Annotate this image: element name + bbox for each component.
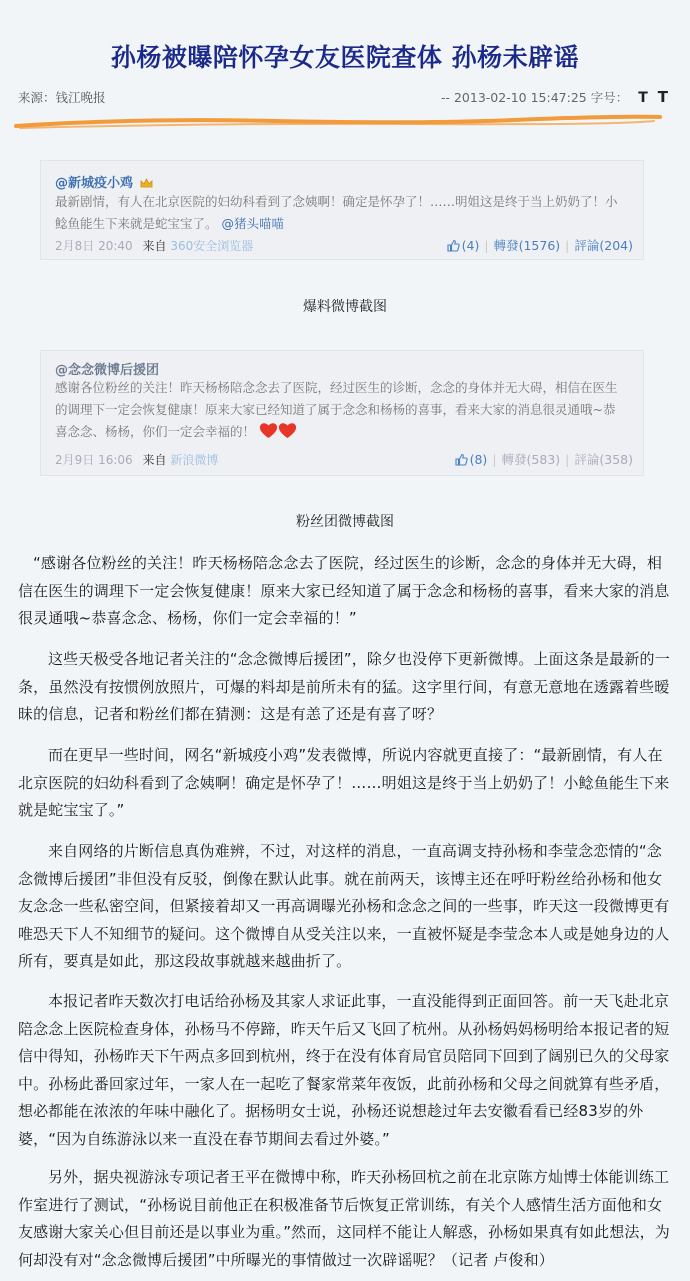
paragraph: “感谢各位粉丝的关注！昨天杨杨陪念念去了医院，经过医生的诊断，念念的身体并无大碍，相信在医生的调理下一定会恢复健康！原来大家已经知道了属于念念和杨杨的喜事，看来大家的消息很灵通哦~恭喜念念、杨杨，你们一定会幸福的！” — [18, 554, 670, 627]
article-meta-right — [441, 88, 668, 106]
weibo-via: 来自 — [142, 239, 167, 253]
caption-leak: 爆料微博截图 — [303, 299, 387, 315]
paragraph: 这些天极受各地记者关注的“念念微博后援团”，除夕也没停下更新微博。上面这条是最新的一条，虽然没有按惯例放照片，可爆的料却是前所未有的猛。这字里行间，有意无意地在透露着些暧昧的信息，记者和粉丝们都在猜测：这是有恙了还是有喜了呀？ — [18, 650, 670, 723]
weibo-footer-time — [55, 451, 218, 468]
weibo-actions: (4) | 轉發(1576) | 評論(204) — [447, 236, 633, 254]
weibo-footer-time — [55, 237, 253, 254]
article-meta — [18, 88, 668, 106]
weibo-user-link[interactable] — [55, 172, 153, 191]
weibo-body: 最新剧情，有人在北京医院的妇幼科看到了念姨啊！确定是怀孕了！……明姐这是终于当上奶奶了！小鲶鱼能生下来就是蛇宝宝了。 — [55, 194, 618, 231]
weibo-like-count[interactable]: (8) — [469, 452, 488, 467]
weibo-time[interactable]: 2月8日 20:40 — [55, 239, 133, 253]
weibo-repost-link[interactable]: 轉發(583) — [501, 452, 561, 467]
paragraph: 另外，据央视游泳专项记者王平在微博中称，昨天孙杨回杭之前在北京陈方灿博士体能训练工作室进行了测试，“孙杨说目前他正在积极准备节后恢复正常训练，有关个人感情生活方面他和女友感谢大家关心但目前还是以事业为重。”然而，这同样不能让人解惑，孙杨如果真有如此想法，为何却没有对“念念微博后援团”中所曝光的事情做过一次辟谣呢？（记者 卢俊和） — [18, 1168, 670, 1269]
weibo-user-name[interactable]: @新城疫小鸡 — [55, 176, 134, 191]
weibo-body: 感谢各位粉丝的关注！昨天杨杨陪念念去了医院，经过医生的诊断，念念的身体并无大碍，相信在医生的调理下一定会恢复健康！原来大家已经知道了属于念念和杨杨的喜事，看来大家的消息很灵通哦~恭喜念念、杨杨，你们一定会幸福的！ — [55, 380, 618, 439]
weibo-text — [55, 191, 627, 235]
weibo-text — [55, 377, 627, 443]
font-size-label: 字号： — [590, 90, 629, 105]
paragraph: 而在更早一些时间，网名“新城疫小鸡”发表微博，所说内容就更直接了：“最新剧情，有人在北京医院的妇幼科看到了念姨啊！确定是怀孕了！……明姐这是终于当上奶奶了！小鲶鱼能生下来就是蛇宝宝了。” — [18, 746, 670, 819]
weibo-like-count[interactable]: (4) — [461, 238, 480, 253]
weibo-repost-link[interactable]: 轉發(1576) — [493, 238, 561, 253]
weibo-comment-link[interactable]: 評論(204) — [574, 238, 633, 253]
weibo-user-link[interactable]: @念念微博后援团 — [55, 363, 160, 378]
weibo-actions: (8) | 轉發(583) | 評論(358) — [455, 450, 633, 468]
font-size-large-button[interactable]: T — [657, 88, 668, 106]
weibo-card-fanclub — [40, 350, 644, 476]
weibo-comment-link[interactable]: 評論(358) — [574, 452, 633, 467]
paragraph: 来自网络的片断信息真伪难辨，不过，对这样的消息，一直高调支持孙杨和李莹念恋情的“念念微博后援团”非但没有反驳，倒像在默认此事。就在前两天，该博主还在呼吁粉丝给孙杨和他女友念念一些私密空间，但紧接着却又一再高调曝光孙杨和念念之间的一些事，昨天这一段微博更有唯恐天下人不知细节的疑问。这个微博自从受关注以来，一直被怀疑是李莹念本人或是她身边的人所有，要真是如此，那这段故事就越来越曲折了。 — [18, 842, 670, 970]
thumbs-up-icon — [455, 453, 468, 466]
marker-underline — [14, 112, 664, 134]
font-size-small-button[interactable]: T — [638, 90, 648, 106]
paragraph: 本报记者昨天数次打电话给孙杨及其家人求证此事，一直没能得到正面回答。前一天飞赴北京陪念念上医院检查身体，孙杨马不停蹄，昨天午后又飞回了杭州。从孙杨妈妈杨明给本报记者的短信中得知，孙杨昨天下午两点多回到杭州，终于在没有体育局官员陪同下回到了阔别已久的父母家中。孙杨此番回家过年，一家人在一起吃了餐家常菜年夜饭，此前孙杨和父母之间就算有些矛盾，想必都能在浓浓的年味中融化了。据杨明女士说，孙杨还说想趁过年去安徽看看已经83岁的外婆，“因为自练游泳以来一直没在春节期间去看过外婆。” — [18, 992, 670, 1148]
crown-icon — [140, 178, 153, 188]
weibo-time[interactable]: 2月9日 16:06 — [55, 453, 133, 467]
weibo-client-link[interactable]: 新浪微博 — [170, 453, 219, 467]
weibo-mention-link[interactable]: @猪头喵喵 — [221, 216, 285, 231]
heart-icon — [259, 422, 297, 439]
article-title: 孙杨被曝陪怀孕女友医院查体 孙杨未辟谣 — [110, 43, 580, 72]
thumbs-up-icon — [447, 239, 460, 252]
article-source: 来源：钱江晚报 — [18, 90, 106, 105]
weibo-card-leak — [40, 160, 644, 260]
caption-fanclub: 粉丝团微博截图 — [296, 514, 394, 530]
weibo-client-link[interactable]: 360安全浏览器 — [170, 239, 254, 253]
article-datetime: -- 2013-02-10 15:47:25 — [440, 90, 587, 105]
weibo-via: 来自 — [142, 453, 167, 467]
